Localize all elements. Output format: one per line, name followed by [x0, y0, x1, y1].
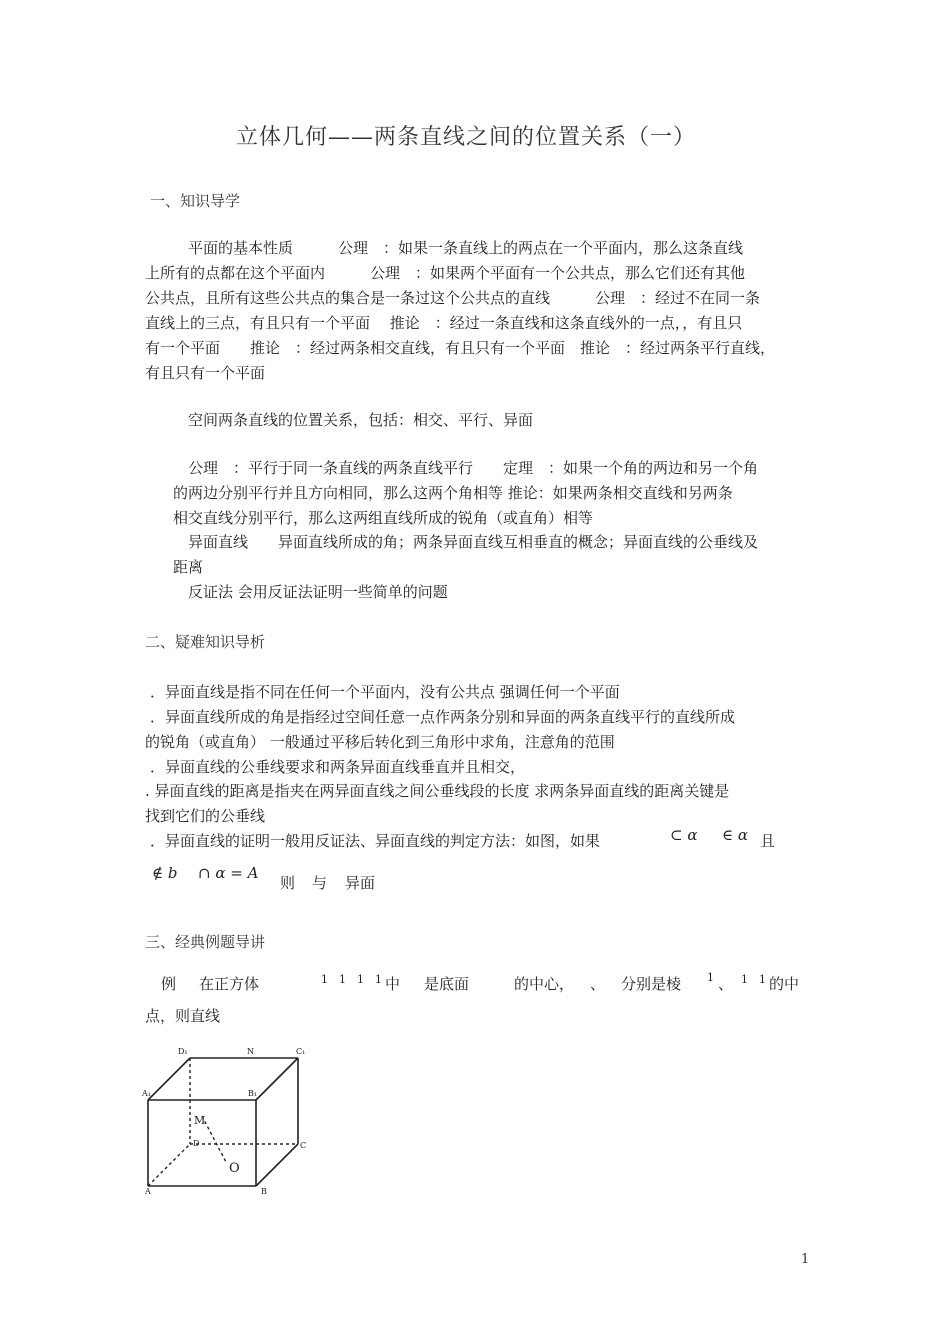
example-t5: 、	[590, 975, 606, 993]
s1-line: 有一个平面 推论 ：经过两条相交直线，有且只有一个平面 推论 ：经过两条平行直线，	[145, 339, 776, 357]
math-in-alpha: ∈ α	[722, 826, 749, 844]
label-c1: C₁	[296, 1047, 306, 1056]
example-sup2: 1	[707, 971, 714, 984]
s2-line: 找到它们的公垂线	[145, 807, 266, 825]
edge-a1-d1	[148, 1058, 190, 1100]
page-number: 1	[801, 1252, 810, 1267]
page-title: 立体几何——两条直线之间的位置关系（一）	[236, 125, 697, 150]
s1-line: 上所有的点都在这个平面内 公理 ：如果两个平面有一个公共点，那么它们还有其他	[145, 264, 746, 282]
s1-space-line: 空间两条直线的位置关系，包括：相交、平行、异面	[188, 411, 534, 429]
s2-qie: 且	[760, 832, 776, 850]
label-d: D	[193, 1139, 200, 1148]
label-a1: A₁	[142, 1089, 151, 1098]
s1-line: 直线上的三点，有且只有一个平面 推论 ：经过一条直线和这条直线外的一点，，有且只	[145, 314, 743, 332]
example-t3: 是底面	[424, 975, 470, 993]
s1-line2: 相交直线分别平行，那么这两组直线所成的锐角（或直角）相等	[173, 509, 594, 527]
s2-ze: 则	[280, 874, 296, 892]
s1-line2: 异面直线 异面直线所成的角；两条异面直线互相垂直的概念；异面直线的公垂线及	[188, 533, 759, 551]
s1-line2: 的两边分别平行并且方向相同，那么这两个角相等 推论：如果两条相交直线和另两条	[173, 484, 733, 502]
example-t4: 的中心，	[514, 975, 575, 993]
edge-a-d	[148, 1144, 190, 1186]
s2-line: ．异面直线的公垂线要求和两条异面直线垂直并且相交，	[150, 758, 526, 776]
s2-line: . 异面直线的距离是指夹在两异面直线之间公垂线段的长度 求两条异面直线的距离关键是	[145, 782, 730, 800]
s1-line2: 公理 ：平行于同一条直线的两条直线平行 定理 ：如果一个角的两边和另一个角	[188, 459, 759, 477]
s2-line: ．异面直线所成的角是指经过空间任意一点作两条分别和异面的两条直线平行的直线所成	[150, 708, 736, 726]
s1-line2: 距离	[173, 558, 204, 576]
example-label: 例	[161, 975, 177, 993]
s1-line: 有且只有一个平面	[145, 364, 266, 382]
label-m: M	[194, 1114, 206, 1127]
cube-figure	[140, 1046, 320, 1210]
example-line2: 点，则直线	[145, 1007, 221, 1025]
math-intersect-alpha: ∩ α = A	[198, 864, 259, 882]
label-n: N	[247, 1047, 254, 1056]
label-d1: D₁	[178, 1047, 188, 1056]
s1-line: 平面的基本性质 公理 ：如果一条直线上的两点在一个平面内，那么这条直线	[188, 239, 744, 257]
s2-line: ．异面直线的证明一般用反证法、异面直线的判定方法：如图，如果	[150, 832, 601, 850]
example-t1: 在正方体	[199, 975, 260, 993]
section-heading-3: 三、经典例题导讲	[145, 933, 266, 951]
edge-b1-c1	[256, 1058, 298, 1100]
s2-line: ．异面直线是指不同在任何一个平面内，没有公共点 强调任何一个平面	[150, 683, 620, 701]
example-t8: 的中	[769, 975, 800, 993]
segment-m-o	[202, 1116, 226, 1162]
example-t6: 分别是棱	[621, 975, 682, 993]
example-t7: 、	[718, 975, 734, 993]
label-a: A	[145, 1187, 151, 1196]
section-heading-2: 二、疑难知识导析	[145, 633, 266, 651]
label-b: B	[261, 1187, 267, 1196]
s2-yimian: 异面	[345, 874, 376, 892]
example-sup1: 1 1 1 1	[321, 973, 382, 986]
edge-b-c	[256, 1144, 298, 1186]
example-sup3: 1 1	[741, 973, 766, 986]
math-notin-b: ∉ b	[152, 864, 178, 882]
s2-yu: 与	[312, 874, 328, 892]
example-t2: 中	[385, 975, 401, 993]
section-heading-1: 一、知识导学	[150, 192, 241, 210]
s1-line2: 反证法 会用反证法证明一些简单的问题	[188, 583, 448, 601]
s1-line: 公共点，且所有这些公共点的集合是一条过这个公共点的直线 公理 ：经过不在同一条	[145, 289, 761, 307]
s2-line: 的锐角（或直角） 一般通过平移后转化到三角形中求角，注意角的范围	[145, 733, 615, 751]
cube-diagram	[140, 1046, 320, 1206]
label-o: O	[229, 1161, 240, 1176]
label-c: C	[300, 1141, 307, 1150]
label-b1: B₁	[248, 1089, 258, 1098]
math-subset-alpha: ⊂ α	[670, 826, 698, 844]
